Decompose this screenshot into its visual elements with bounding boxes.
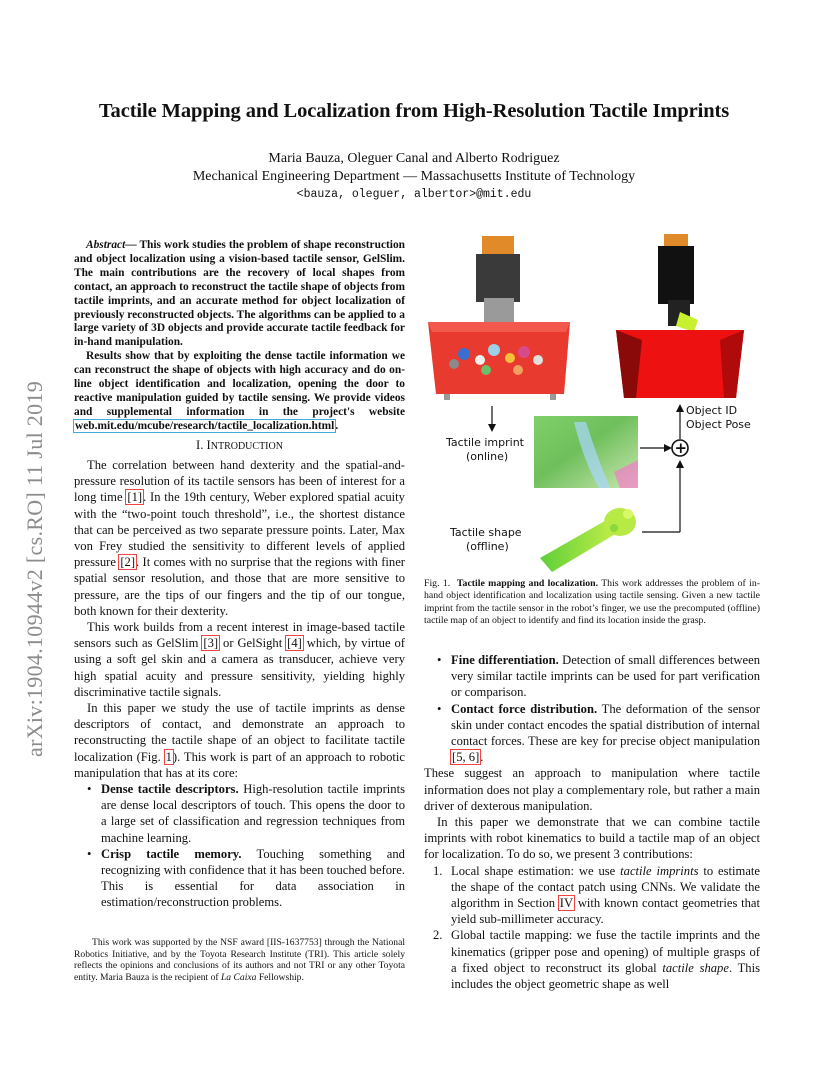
- down-arrow-head: [488, 424, 496, 432]
- citation-link[interactable]: [3]: [203, 636, 219, 651]
- section-title-rest: NTRODUCTION: [210, 441, 283, 452]
- tactile-shape-render: [540, 508, 636, 572]
- bullet-heading: Contact force distribution.: [451, 701, 598, 716]
- intro-p3-text-b: ). This work is part of an approach to robotic manipulation that has at its core:: [74, 749, 405, 780]
- author-block: [40, 150, 788, 204]
- item-italic: tactile shape: [662, 960, 729, 975]
- item-number: 2.: [433, 928, 443, 943]
- paper-title: Tactile Mapping and Localization from High-Resolution Tactile Imprints: [98, 100, 730, 122]
- item-text-c: with known contact geometries that yield sub-millimeter accuracy.: [451, 896, 761, 927]
- affiliation: Mechanical Engineering Department — Massachusetts Institute of Technology: [192, 169, 636, 184]
- intro-paragraph-2: [74, 619, 405, 700]
- figure-reference-link[interactable]: 1: [165, 749, 172, 764]
- abstract-text-1: This work studies the problem of shape reconstruction and object localization using a vision-based tactile sensor, GelSlim. The main contributions are the recovery of local shapes from contact, an approach to reconstruct the tactile shape of objects from tactile imprints, and an accurate method for object localization of previously reconstructed objects. The algorithms can be applied to a large variety of 3D objects and provide accurate tactile feedback for in-hand manipulation.: [74, 239, 405, 349]
- right-column-body: [424, 652, 760, 992]
- citation-link[interactable]: [2]: [120, 555, 136, 570]
- abstract-text-2: Results show that by exploiting the dense tactile information we can reconstruct the shape of objects with high accuracy and do on-line object identification and localization, opening the door to reactive manipulation guided by tactile sensing. We provide videos and supplemental information in the project's website: [74, 350, 405, 418]
- label-object-pose: Object Pose: [686, 418, 751, 431]
- abstract-label: Abstract: [86, 239, 126, 251]
- project-website-link[interactable]: web.mit.edu/mcube/research/tactile_localization.html: [75, 419, 335, 432]
- figure-1-illustration: [424, 232, 760, 572]
- intro-p2-text-c: which, by virtue of using a soft gel skin and a camera as transducer, achieve very high spatial acuity and pressure sensitivity, yielding highly discriminative tactile signals.: [74, 636, 405, 699]
- abstract-paragraph-1: [74, 239, 405, 350]
- citation-link[interactable]: [4]: [287, 636, 302, 651]
- bullet-text: Touching something and recognizing with confidence that it has been touched before. This is essential for data association in estimation/reconstruction problems.: [101, 846, 405, 910]
- up-arrow-head: [676, 404, 684, 412]
- caption-label: Fig. 1.: [424, 578, 451, 589]
- bullet-heading: Fine differentiation.: [451, 653, 559, 667]
- contributions-list: [424, 863, 760, 993]
- list-item: [101, 781, 405, 846]
- core-bullet-list-continued: [424, 652, 760, 765]
- section-reference-link[interactable]: IV: [559, 896, 574, 911]
- label-shape-line1: Tactile shape: [450, 526, 522, 539]
- author-names: Maria Bauza, Oleguer Canal and Alberto Rodriguez: [268, 151, 560, 166]
- caption-text: This work addresses the problem of in-hand object identification and localization using tactile sensing. Given a new tactile imprint from the tactile sensor in the robot’s finger, we use the precomputed (offline) tactile map of an object to identify and find its location inside the grasp.: [424, 578, 760, 627]
- item-number: 1.: [433, 863, 443, 878]
- bullet-heading: Dense tactile descriptors.: [101, 782, 239, 797]
- right-paragraph-1: These suggest an approach to manipulation where tactile information does not play a complementary role, but rather a main driver of dexterous manipulation.: [424, 766, 760, 813]
- bullet-heading: Crisp tactile memory.: [101, 846, 242, 861]
- item-text-b: to estimate the shape of the contact patch using CNNs. We validate the algorithm in Section: [451, 863, 761, 911]
- caption-title: Tactile mapping and localization.: [456, 578, 599, 589]
- introduction-body: [74, 457, 405, 911]
- simulated-scene-render: [616, 234, 744, 398]
- intro-p3-text-a: In this paper we study the use of tactile imprints as dense descriptors of contact, and demonstrate an approach to reconstructing the tactile shape of an object to facilitate tactile localization (Fig.: [74, 701, 405, 764]
- footnote-italic: La Caixa: [220, 971, 257, 983]
- intro-paragraph-3: [74, 700, 405, 781]
- tactile-imprint-image: [534, 416, 638, 488]
- label-imprint-line1: Tactile imprint: [446, 436, 524, 449]
- section-number: I.: [196, 438, 207, 452]
- item-italic: tactile imprints: [620, 863, 699, 878]
- robot-bin-photo: [428, 236, 570, 400]
- section-heading-introduction: [74, 438, 405, 453]
- footnote-end: Fellowship.: [256, 971, 304, 983]
- abstract: [74, 239, 405, 434]
- item-text-a: Local shape estimation: we use: [451, 863, 621, 878]
- figure-1-caption: [424, 578, 760, 628]
- intro-p1-text-b: . In the 19th century, Weber explored spatial acuity with the “two-point touch threshold”, i.e., the shortest distance that can be perceived as two separate pressure points. Later, Max von Frey studied the sensitivity to different levels of applied pressure: [74, 490, 405, 570]
- bullet-text: High-resolution tactile imprints are dense local descriptors of touch. This opens the door to a large set of classification and regression techniques from machine learning.: [101, 782, 405, 845]
- item-text-a: Global tactile mapping: we fuse the tactile imprints and the kinematics (gripper pose and opening) of multiple grasps of a fixed object to reconstruct its global: [451, 928, 760, 975]
- plus-sign: +: [674, 439, 688, 457]
- figure-1: [424, 232, 760, 572]
- author-emails: <bauza, oleguer, albertor>@mit.edu: [296, 188, 532, 201]
- intro-p1-text-a: The correlation between hand dexterity and the spatial-and-pressure resolution of its tactile sensors has been of interest for a long time: [74, 458, 405, 505]
- section-title-initial: I: [206, 438, 211, 452]
- bullet-end: .: [480, 750, 484, 765]
- label-imprint-line2: (online): [466, 450, 509, 463]
- item-text-b: . This includes the object geometric shape as well: [451, 960, 760, 992]
- list-item: [433, 863, 761, 928]
- label-object-id: Object ID: [686, 404, 738, 417]
- funding-footnote: [74, 937, 405, 983]
- abstract-dash: —: [125, 239, 140, 251]
- right-paragraph-2: In this paper we demonstrate that we can combine tactile imprints with robot kinematics to build a tactile map of an object for localization. To do so, we present 3 contributions:: [424, 815, 760, 862]
- right-arrow-head: [664, 444, 672, 452]
- citation-link[interactable]: [1]: [127, 490, 143, 505]
- citation-link[interactable]: [5, 6]: [452, 750, 480, 765]
- intro-p2-text-a: This work builds from a recent interest in image-based tactile sensors such as GelSlim: [74, 620, 405, 651]
- intro-paragraph-1: [74, 457, 405, 619]
- intro-p2-text-b: or GelSight: [219, 636, 287, 651]
- core-bullet-list: [74, 781, 405, 911]
- shape-up-arrow-head: [676, 460, 684, 468]
- abstract-end: .: [335, 419, 339, 432]
- bullet-text: Detection of small differences between very similar tactile imprints can be used for part verification or comparison.: [451, 653, 760, 700]
- list-item: [433, 927, 760, 992]
- bullet-text: The deformation of the sensor skin under contact encodes the spatial distribution of internal contact forces. These are key for precise object manipulation: [451, 701, 760, 749]
- list-item: [451, 701, 760, 766]
- footnote-paragraph: [74, 937, 405, 983]
- label-shape-line2: (offline): [466, 540, 509, 553]
- list-item: [101, 846, 405, 911]
- list-item: [451, 652, 760, 701]
- abstract-paragraph-2: [74, 350, 405, 433]
- intro-p1-text-c: . It comes with no surprise that the regions with finer spatial sensor resolution, and those that are more sensitive to pressure, are the tips of our fingers and the tip of our tongue, both known for their dexterity.: [74, 555, 405, 618]
- footnote-text: This work was supported by the NSF award [IIS-1637753] through the National Robotics Initiative, and by the Toyota Research Institute (TRI). This article solely reflects the opinions and conclusions of its authors and not TRI or any other Toyota entity. Maria Bauza is the recipient of: [74, 937, 405, 983]
- arxiv-stamp: arXiv:1904.10944v2 [cs.RO] 11 Jul 2019: [22, 380, 47, 757]
